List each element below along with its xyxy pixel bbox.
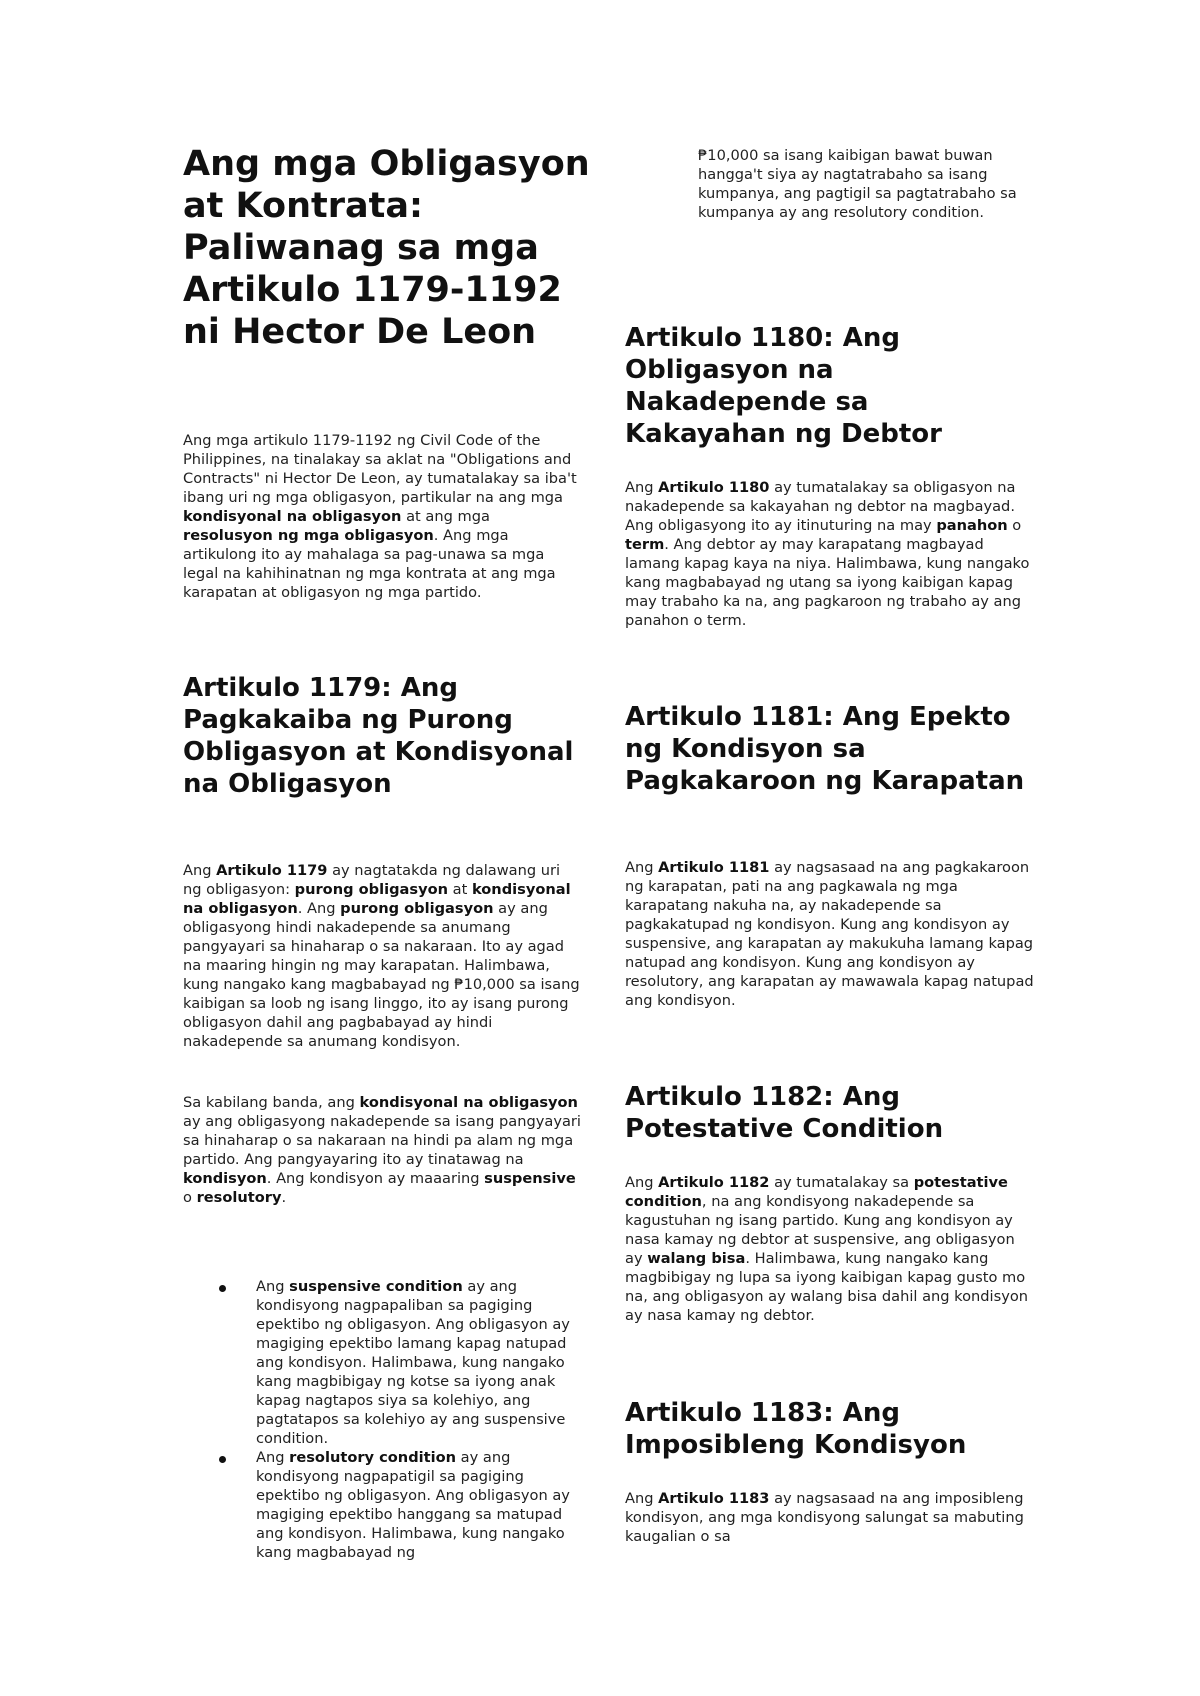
continued-bullet-text: ₱10,000 sa isang kaibigan bawat buwan hangga't siya ay nagtatrabaho sa isang kumpanya, ang pagtigil sa pagtatrabaho sa kumpanya ay ang resolutory condition.: [698, 147, 1017, 221]
article-1181-heading: Artikulo 1181: Ang Epekto ng Kondisyon sa Pagkakaroon ng Karapatan: [625, 702, 1025, 796]
article-1179-paragraph-1: Ang Artikulo 1179 ay nagtatakda ng dalawang uri ng obligasyon: purong obligasyon at kondisyonal na obligasyon. Ang purong obligasyon ay ang obligasyong hindi nakadepende sa anumang pangyayari sa hinaharap o sa nakaraan. Ito ay agad na maaring hingin ng may karapatan. Halimbawa, kung nangako kang magbabayad ng ₱10,000 sa isang kaibigan sa loob ng isang linggo, ito ay isang purong obligasyon dahil ang pagbabayad ay hindi nakadepende sa anumang kondisyon.: [183, 862, 580, 1050]
article-1182-heading: Artikulo 1182: Ang Potestative Condition: [625, 1082, 944, 1144]
article-1183-paragraph: Ang Artikulo 1183 ay nagsasaad na ang imposibleng kondisyon, ang mga kondisyong salungat sa mabuting kaugalian o sa: [625, 1490, 1024, 1545]
article-1183-heading: Artikulo 1183: Ang Imposibleng Kondisyon: [625, 1398, 967, 1460]
bullet-icon: [219, 1456, 226, 1463]
article-1179-paragraph-2: Sa kabilang banda, ang kondisyonal na obligasyon ay ang obligasyong nakadepende sa isang pangyayari sa hinaharap o sa nakaraan na hindi pa alam ng mga partido. Ang pangyayaring ito ay tinatawag na kondisyon. Ang kondisyon ay maaaring suspensive o resolutory.: [183, 1094, 581, 1206]
article-1180-paragraph: Ang Artikulo 1180 ay tumatalakay sa obligasyon na nakadepende sa kakayahan ng debtor na magbayad. Ang obligasyong ito ay itinuturing na may panahon o term. Ang debtor ay may karapatang magbayad lamang kapag kaya na niya. Halimbawa, kung nangako kang magbabayad ng utang sa iyong kaibigan kapag may trabaho ka na, ang pagkaroon ng trabaho ay ang panahon o term.: [625, 479, 1030, 629]
document-title: Ang mga Obligasyon at Kontrata: Paliwanag sa mga Artikulo 1179-1192 ni Hector De Leon: [183, 144, 590, 352]
article-1180-heading: Artikulo 1180: Ang Obligasyon na Nakadepende sa Kakayahan ng Debtor: [625, 323, 942, 449]
condition-types-list: [183, 1277, 583, 1562]
article-1182-paragraph: Ang Artikulo 1182 ay tumatalakay sa potestative condition, na ang kondisyong nakadepende sa kagustuhan ng isang partido. Kung ang kondisyon ay nasa kamay ng debtor at suspensive, ang obligasyon ay walang bisa. Halimbawa, kung nangako kang magbibigay ng lupa sa iyong kaibigan kapag gusto mo na, ang obligasyon ay walang bisa dahil ang kondisyon ay nasa kamay ng debtor.: [625, 1174, 1029, 1324]
bullet-icon: [219, 1285, 226, 1292]
list-item-resolutory: [183, 1448, 583, 1562]
article-1179-heading: Artikulo 1179: Ang Pagkakaiba ng Purong Obligasyon at Kondisyonal na Obligasyon: [183, 673, 574, 799]
list-item-suspensive: [183, 1277, 583, 1448]
intro-paragraph: Ang mga artikulo 1179-1192 ng Civil Code of the Philippines, na tinalakay sa aklat na "Obligations and Contracts" ni Hector De Leon, ay tumatalakay sa iba't ibang uri ng mga obligasyon, partikular na ang mga kondisyonal na obligasyon at ang mga resolusyon ng mga obligasyon. Ang mga artikulong ito ay mahalaga sa pag-unawa sa mga legal na kahihinatnan ng mga kontrata at ang mga karapatan at obligasyon ng mga partido.: [183, 432, 577, 601]
article-1181-paragraph: Ang Artikulo 1181 ay nagsasaad na ang pagkakaroon ng karapatan, pati na ang pagkawala ng mga karapatang nakuha na, ay nakadepende sa pagkakatupad ng kondisyon. Kung ang kondisyon ay suspensive, ang karapatan ay makukuha lamang kapag natupad ang kondisyon. Kung ang kondisyon ay resolutory, ang karapatan ay mawawala kapag natupad ang kondisyon.: [625, 859, 1034, 1009]
list-item-text: Ang resolutory condition ay ang kondisyong nagpapatigil sa pagiging epektibo ng obligasyon. Ang obligasyon ay magiging epektibo hanggang sa matupad ang kondisyon. Halimbawa, kung nangako kang magbabayad ng: [256, 1449, 570, 1561]
list-item-text: Ang suspensive condition ay ang kondisyong nagpapaliban sa pagiging epektibo ng obligasyon. Ang obligasyon ay magiging epektibo lamang kapag natupad ang kondisyon. Halimbawa, kung nangako kang magbibigay ng kotse sa iyong anak kapag nagtapos siya sa kolehiyo, ang pagtatapos sa kolehiyo ay ang suspensive condition.: [256, 1278, 570, 1447]
